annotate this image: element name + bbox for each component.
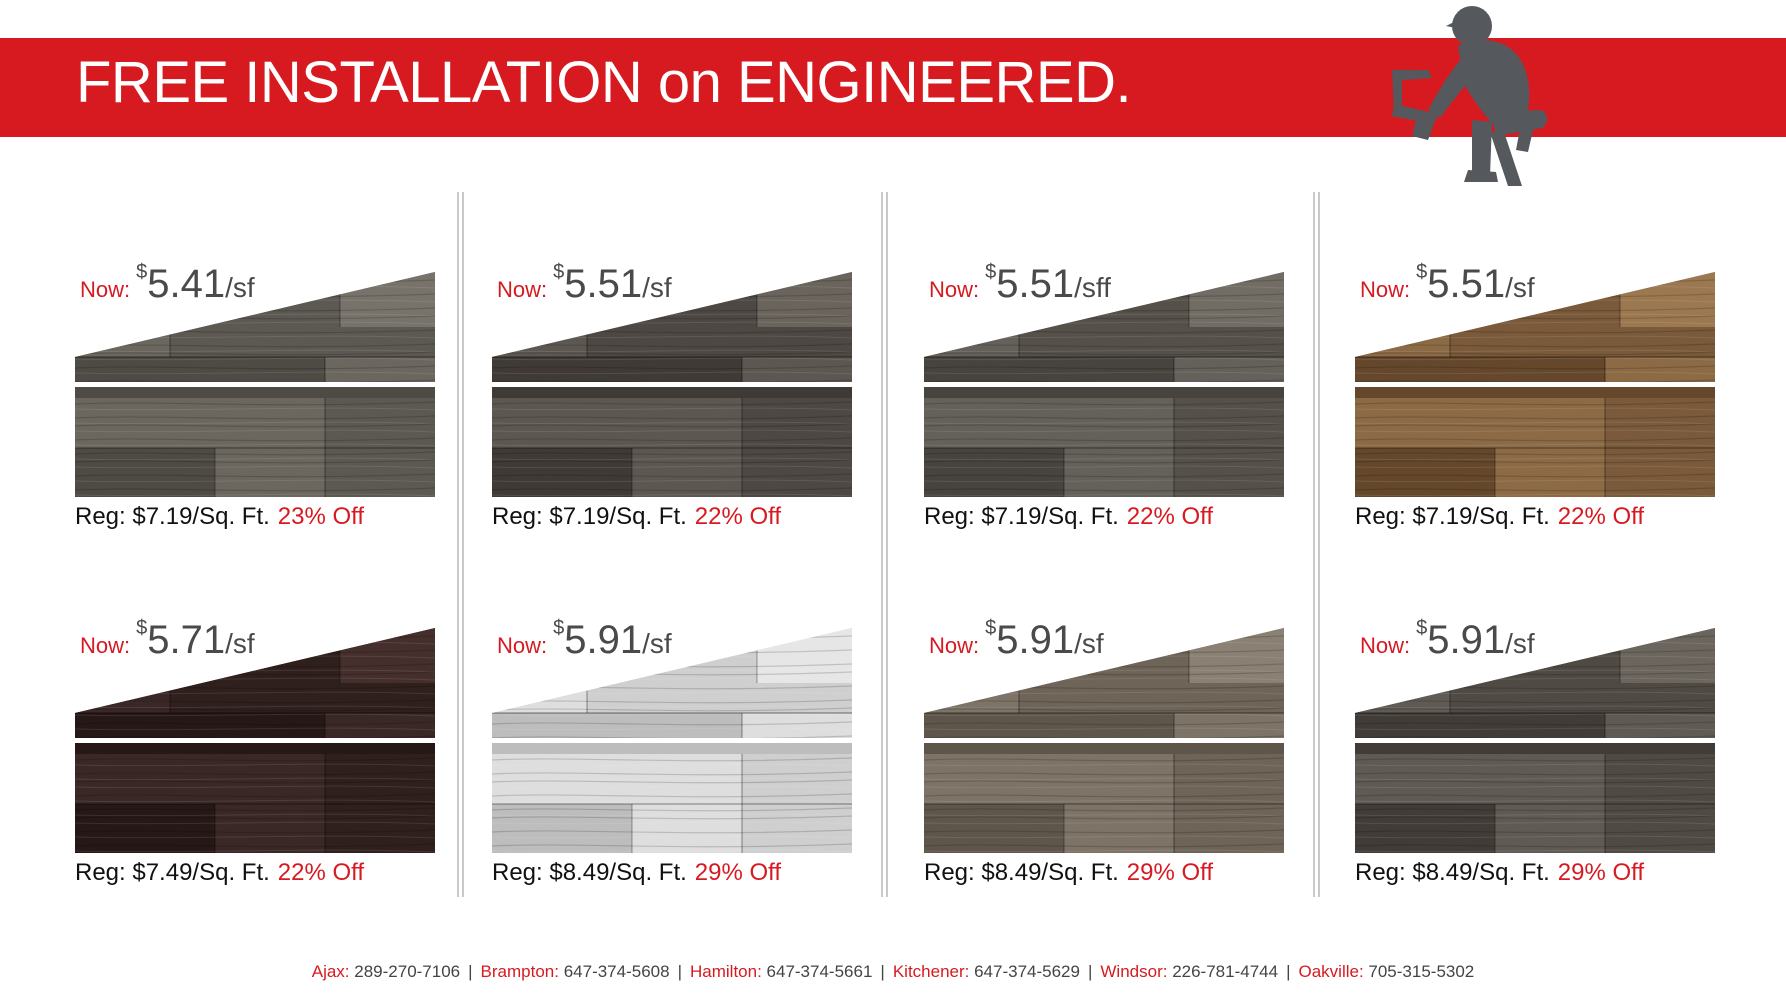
footer-location xyxy=(893,962,1080,981)
flooring-swatch xyxy=(1355,628,1715,853)
footer-separator: | xyxy=(880,962,885,981)
column-divider-1 xyxy=(457,192,464,897)
regular-price: Reg: $8.49/Sq. Ft. 29% Off xyxy=(924,859,1214,886)
footer-location xyxy=(1100,962,1278,981)
location-city: Oakville: xyxy=(1298,962,1364,981)
product-card xyxy=(492,618,852,886)
location-phone: 647-374-5608 xyxy=(558,962,670,981)
now-price: Now:$5.51/sf xyxy=(1360,261,1535,306)
location-phone: 647-374-5661 xyxy=(761,962,873,981)
location-phone: 705-315-5302 xyxy=(1363,962,1475,981)
footer-separator: | xyxy=(1286,962,1291,981)
now-price: Now:$5.51/sff xyxy=(929,261,1111,306)
product-card xyxy=(924,618,1284,886)
regular-price: Reg: $7.19/Sq. Ft. 22% Off xyxy=(1355,503,1645,530)
kneeling-installer-with-nailer-icon xyxy=(1372,0,1594,192)
product-card xyxy=(75,262,435,530)
now-price: Now:$5.91/sf xyxy=(1360,617,1535,662)
location-phone: 226-781-4744 xyxy=(1167,962,1279,981)
flooring-swatch xyxy=(75,272,435,497)
flooring-swatch xyxy=(75,628,435,853)
footer-separator: | xyxy=(1087,962,1093,981)
regular-price: Reg: $7.19/Sq. Ft. 23% Off xyxy=(75,503,365,530)
product-card xyxy=(492,262,852,530)
flooring-swatch xyxy=(492,628,852,853)
footer-separator: | xyxy=(468,962,473,981)
now-price: Now:$5.41/sf xyxy=(80,261,255,306)
location-city: Ajax: xyxy=(311,962,350,981)
location-city: Windsor: xyxy=(1100,962,1168,981)
location-phone: 647-374-5629 xyxy=(969,962,1080,981)
regular-price: Reg: $8.49/Sq. Ft. 29% Off xyxy=(1355,859,1645,886)
flooring-swatch xyxy=(924,628,1284,853)
location-phone: 289-270-7106 xyxy=(349,962,461,981)
footer-location xyxy=(1298,962,1474,981)
now-price: Now:$5.91/sf xyxy=(497,617,672,662)
regular-price: Reg: $7.49/Sq. Ft. 22% Off xyxy=(75,859,365,886)
column-divider-2 xyxy=(881,192,888,897)
flooring-swatch xyxy=(1355,272,1715,497)
product-card xyxy=(75,618,435,886)
now-price: Now:$5.51/sf xyxy=(497,261,672,306)
footer-separator: | xyxy=(677,962,682,981)
now-price: Now:$5.91/sf xyxy=(929,617,1104,662)
regular-price: Reg: $8.49/Sq. Ft. 29% Off xyxy=(492,859,782,886)
store-locations-footer xyxy=(0,962,1786,982)
regular-price: Reg: $7.19/Sq. Ft. 22% Off xyxy=(492,503,782,530)
product-card xyxy=(1355,618,1715,886)
flooring-swatch xyxy=(924,272,1284,497)
footer-location xyxy=(481,962,670,981)
location-city: Brampton: xyxy=(480,962,559,981)
footer-location xyxy=(690,962,872,981)
flooring-swatch xyxy=(492,272,852,497)
product-card xyxy=(924,262,1284,530)
footer-location xyxy=(312,962,460,981)
now-price: Now:$5.71/sf xyxy=(80,617,255,662)
regular-price: Reg: $7.19/Sq. Ft. 22% Off xyxy=(924,503,1214,530)
banner-title: FREE INSTALLATION on ENGINEERED. xyxy=(76,50,1132,115)
product-card xyxy=(1355,262,1715,530)
location-city: Kitchener: xyxy=(892,962,970,981)
column-divider-3 xyxy=(1313,192,1320,897)
location-city: Hamilton: xyxy=(690,962,762,981)
